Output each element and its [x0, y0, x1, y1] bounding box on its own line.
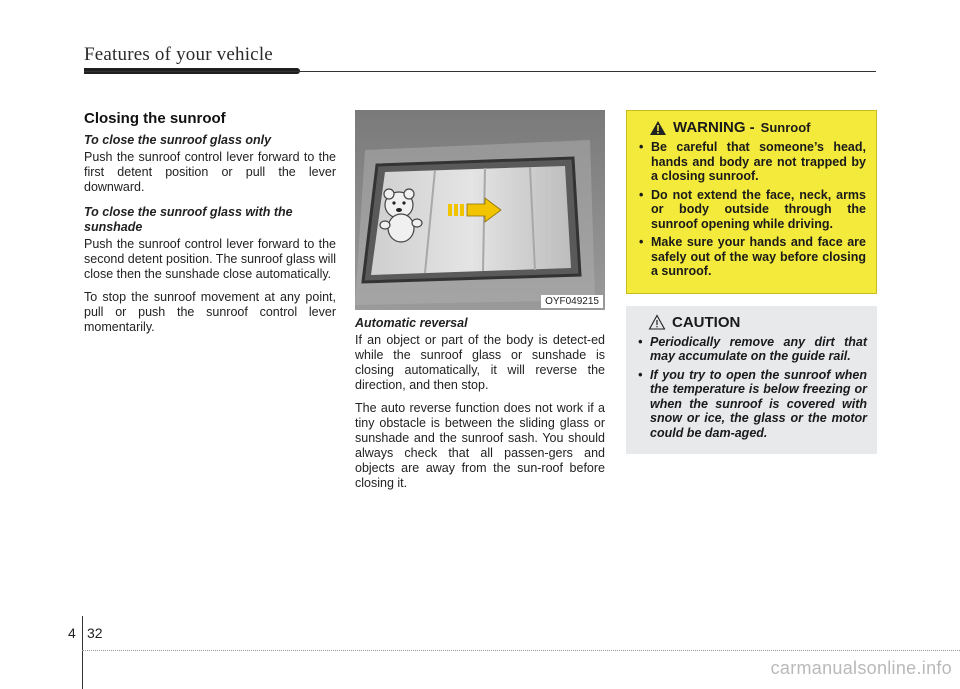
paragraph-glass-sunshade: Push the sunroof control lever forward to the second detent position. The sunroof glass will close then the sunshade close automatically. — [84, 237, 337, 281]
caution-triangle-icon — [648, 314, 666, 330]
warning-item: • Make sure your hands and face are safely out of the way before closing a sunroof. — [639, 235, 866, 279]
warning-box — [626, 110, 877, 294]
subhead-automatic-reversal: Automatic reversal — [355, 316, 468, 330]
caution-box — [626, 306, 877, 455]
subhead-glass-sunshade: To close the sunroof glass with the sunshade — [84, 205, 293, 234]
figure-code: OYF049215 — [541, 295, 603, 308]
warning-triangle-icon — [649, 120, 667, 136]
header-rule — [84, 71, 876, 72]
warning-list — [639, 140, 866, 279]
paragraph-glass-only: Push the sunroof control lever forward to the first detent position or pull the lever downward. — [84, 150, 336, 194]
caution-item: • Periodically remove any dirt that may accumulate on the guide rail. — [638, 335, 867, 364]
watermark: carmanualsonline.info — [770, 658, 952, 678]
caution-list — [638, 335, 867, 441]
middle-column — [355, 110, 605, 499]
caution-title — [638, 314, 867, 331]
left-column — [84, 110, 336, 343]
sunroof-illustration — [355, 110, 605, 310]
section-title: Closing the sunroof — [84, 110, 226, 127]
paragraph-reversal-1: If an object or part of the body is detect-ed while the sunroof glass or sunshade is closing automatically, it will reverse the direction, and then stop. — [355, 333, 605, 392]
footer-rule — [82, 650, 960, 651]
page-header-title: Features of your vehicle — [84, 44, 273, 65]
warning-item: • Be careful that someone’s head, hands and body are not trapped by a closing sunroof. — [639, 140, 866, 184]
paragraph-reversal-2: The auto reverse function does not work if a tiny obstacle is between the sliding glass or sunshade and the sunroof sash. You should always check that all passen-gers and objects are away from the sun-roof before closing it. — [355, 401, 605, 490]
sunroof-figure — [355, 110, 605, 310]
section-number: 4 — [68, 625, 76, 641]
page-divider — [82, 616, 83, 689]
paragraph-stop-movement: To stop the sunroof movement at any point, pull or push the sunroof control lever momentarily. — [84, 290, 336, 334]
caution-item: • If you try to open the sunroof when the temperature is below freezing or when the sunroof is covered with snow or ice, the glass or the motor could be dam-aged. — [638, 368, 867, 441]
warning-title — [639, 119, 866, 136]
right-column — [626, 110, 877, 454]
warning-item: • Do not extend the face, neck, arms or body outside through the sunroof opening while driving. — [639, 188, 866, 232]
warning-subtitle: Sunroof — [760, 120, 811, 135]
warning-label: WARNING - — [673, 119, 755, 136]
subhead-glass-only: To close the sunroof glass only — [84, 133, 272, 147]
caution-label: CAUTION — [672, 313, 741, 331]
page-number: 32 — [87, 625, 103, 641]
